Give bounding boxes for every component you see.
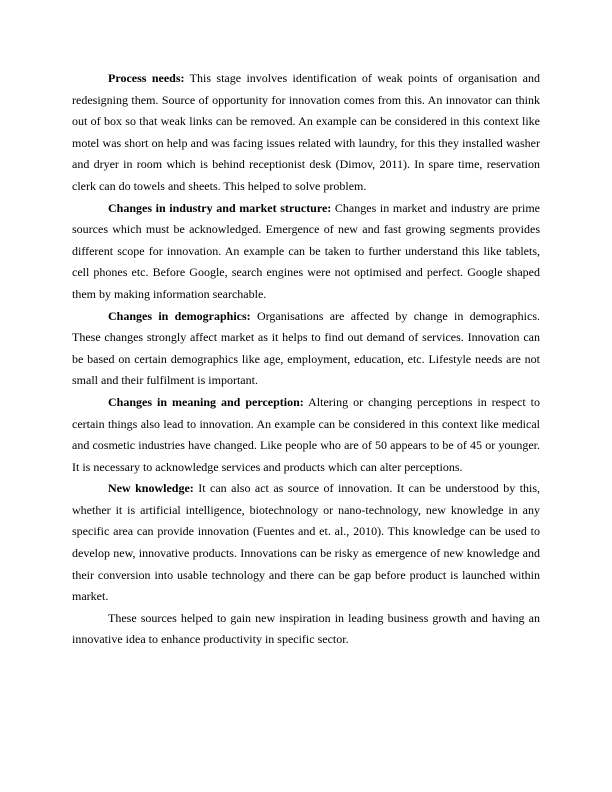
- document-page: [72, 68, 540, 651]
- paragraph-industry-market-structure: [72, 198, 540, 306]
- paragraph-heading: New knowledge:: [108, 481, 194, 496]
- paragraph-heading: Changes in demographics:: [108, 308, 251, 323]
- paragraph-body: Altering or changing perceptions in respect to certain things also lead to innovation. An example can be considered in this context like medical and cosmetic industries have changed. Like people who are of 50 appears to be of 45 or younger. It is necessary to acknowledge services and products which can alter perceptions.: [72, 394, 540, 474]
- paragraph-body: It can also act as source of innovation. It can be understood by this, whether it is artificial intelligence, biotechnology or nano-technology, new knowledge in any specific area can provide innovation (Fuentes and et. al., 2010). This knowledge can be used to develop new, innovative products. Innovations can be risky as emergence of new knowledge and their conversion into usable technology and there can be gap before product is launched within market.: [72, 481, 540, 604]
- paragraph-body: These sources helped to gain new inspiration in leading business growth and having an innovative idea to enhance productivity in specific sector.: [72, 610, 540, 647]
- paragraph-heading: Changes in meaning and perception:: [108, 394, 304, 409]
- paragraph-process-needs: [72, 68, 540, 198]
- paragraph-meaning-perception: [72, 392, 540, 478]
- paragraph-new-knowledge: [72, 478, 540, 608]
- paragraph-heading: Changes in industry and market structure:: [108, 200, 332, 215]
- paragraph-body: Changes in market and industry are prime sources which must be acknowledged. Emergence of new and fast growing segments provides different scope for innovation. An example can be taken to further understand this like tablets, cell phones etc. Before Google, search engines were not optimised and perfect. Google shaped them by making information searchable.: [72, 200, 541, 301]
- paragraph-conclusion: [72, 608, 540, 651]
- paragraph-body: This stage involves identification of weak points of organisation and redesigning them. Source of opportunity for innovation comes from this. An innovator can think out of box so that weak links can be removed. An example can be considered in this context like motel was short on help and was facing issues related with laundry, for this they installed washer and dryer in room which is behind receptionist desk (Dimov, 2011). In spare time, reservation clerk can do towels and sheets. This helped to solve problem.: [72, 71, 540, 193]
- paragraph-demographics: [72, 306, 540, 392]
- paragraph-body: Organisations are affected by change in demographics. These changes strongly affect market as it helps to find out demand of services. Innovation can be based on certain demographics like age, employment, education, etc. Lifestyle needs are not small and their fulfilment is important.: [72, 308, 540, 388]
- paragraph-heading: Process needs:: [108, 71, 185, 85]
